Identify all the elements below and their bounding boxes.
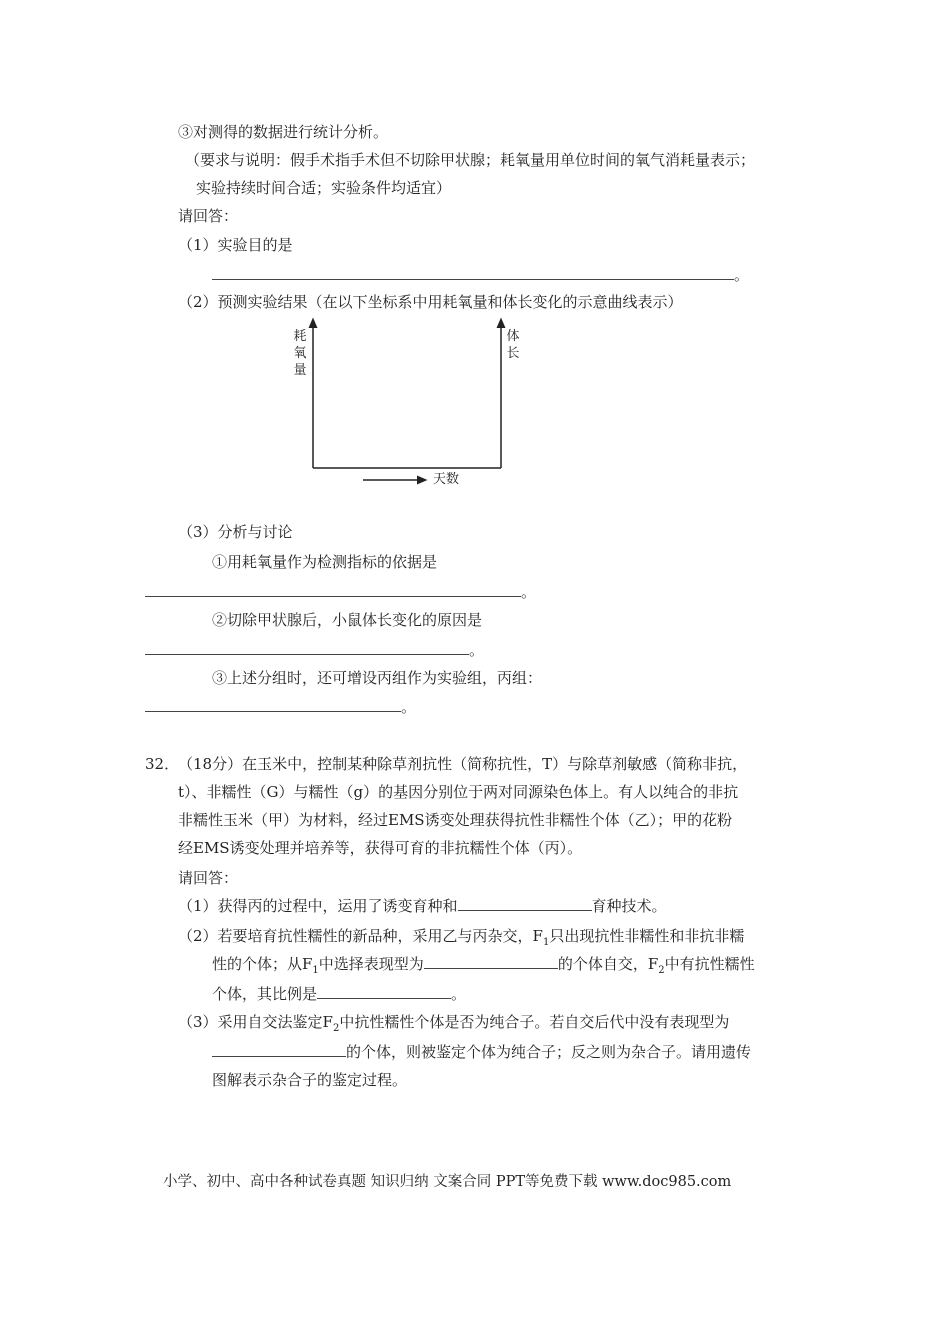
question-32-part2-line2 <box>212 954 755 981</box>
question-32-number: 32． <box>145 755 180 773</box>
answer-blank[interactable] <box>145 697 401 712</box>
question-3-label: （3）分析与讨论 <box>178 523 293 541</box>
subscript: 2 <box>658 965 665 976</box>
period: 。 <box>451 985 467 1003</box>
question-32-part3-line1 <box>178 1012 729 1039</box>
part3-text-a: （3）采用自交法鉴定F <box>178 1013 333 1031</box>
part3-text-b: 中抗性糯性个体是否为纯合子。若自交后代中没有表现型为 <box>339 1013 730 1031</box>
part2-text-a: （2）若要培育抗性糯性的新品种，采用乙与丙杂交，F <box>178 927 543 945</box>
part2-text-e: 的个体自交，F <box>557 955 659 973</box>
part3-text-c: 的个体，则被鉴定个体为纯合子；反之则为杂合子。请用遗传 <box>346 1043 752 1061</box>
analysis-item-2: ②切除甲状腺后，小鼠体长变化的原因是 <box>212 611 483 629</box>
part1-text-b: 育种技术。 <box>591 897 667 915</box>
answer-blank[interactable] <box>317 984 451 999</box>
part2-text-f: 中有抗性糯性 <box>664 955 755 973</box>
coordinate-system-svg <box>285 316 525 498</box>
subscript: 1 <box>312 965 319 976</box>
question-32-part2-line3 <box>212 984 466 1004</box>
answer-line-item3 <box>145 697 416 717</box>
question-32-line2: t）、非糯性（G）与糯性（g）的基因分别位于两对同源染色体上。有人以纯合的非抗 <box>178 783 739 801</box>
days-axis-label: 天数 <box>433 472 460 487</box>
period: 。 <box>401 698 417 716</box>
answer-blank[interactable] <box>212 1042 346 1057</box>
answer-blank[interactable] <box>458 896 592 911</box>
analysis-item-3: ③上述分组时，还可增设丙组作为实验组，丙组： <box>212 669 543 687</box>
question-32-line4: 经EMS诱变处理并培养等，获得可育的非抗糯性个体（丙）。 <box>178 839 583 857</box>
analysis-item-1: ①用耗氧量作为检测指标的依据是 <box>212 553 438 571</box>
requirements-note-line1: （要求与说明：假手术指手术但不切除甲状腺；耗氧量用单位时间的氧气消耗量表示； <box>185 151 756 169</box>
answer-line-q1 <box>212 265 749 285</box>
answer-line-item1 <box>145 582 536 602</box>
step3-text: ③对测得的数据进行统计分析。 <box>178 123 389 141</box>
question-2-label: （2）预测实验结果（在以下坐标系中用耗氧量和体长变化的示意曲线表示） <box>178 293 683 311</box>
part2-text-g: 个体，其比例是 <box>212 985 318 1003</box>
answer-blank[interactable] <box>145 582 521 597</box>
question-32-line1: （18分）在玉米中，控制某种除草剂抗性（简称抗性，T）与除草剂敏感（简称非抗， <box>178 755 748 773</box>
question-32-part2-line1 <box>178 926 744 953</box>
question-1-label: （1）实验目的是 <box>178 236 293 254</box>
body-length-axis-label: 体长 <box>506 329 520 361</box>
requirements-note-line2: 实验持续时间合适；实验条件均适宜） <box>196 179 452 197</box>
question-32-part3-line3: 图解表示杂合子的鉴定过程。 <box>212 1071 408 1089</box>
subscript: 2 <box>332 1023 340 1034</box>
part2-text-b: 只出现抗性非糯性和非抗非糯 <box>549 927 745 945</box>
part2-text-d: 中选择表现型为 <box>318 955 424 973</box>
answer-blank[interactable] <box>145 640 469 655</box>
period: 。 <box>521 583 537 601</box>
question-32-part1 <box>178 896 667 916</box>
period: 。 <box>734 266 750 284</box>
oxygen-consumption-axis-label: 耗氧量 <box>293 329 307 378</box>
part1-text-a: （1）获得丙的过程中，运用了诱变育种和 <box>178 897 458 915</box>
coordinate-system <box>285 316 525 498</box>
answer-blank[interactable] <box>424 954 558 969</box>
part2-text-c: 性的个体；从F <box>212 955 313 973</box>
footer-text: 小学、初中、高中各种试卷真题 知识归纳 文案合同 PPT等免费下载 www.doc985.com <box>163 1174 732 1190</box>
answer-line-item2 <box>145 640 484 660</box>
subscript: 1 <box>542 937 550 948</box>
please-answer-label: 请回答： <box>178 207 239 225</box>
question-32-line3: 非糯性玉米（甲）为材料，经过EMS诱变处理获得抗性非糯性个体（乙）；甲的花粉 <box>178 811 733 829</box>
answer-blank[interactable] <box>212 265 734 280</box>
please-answer-label: 请回答： <box>178 869 239 887</box>
question-32-part3-line2 <box>212 1042 751 1062</box>
period: 。 <box>469 641 485 659</box>
